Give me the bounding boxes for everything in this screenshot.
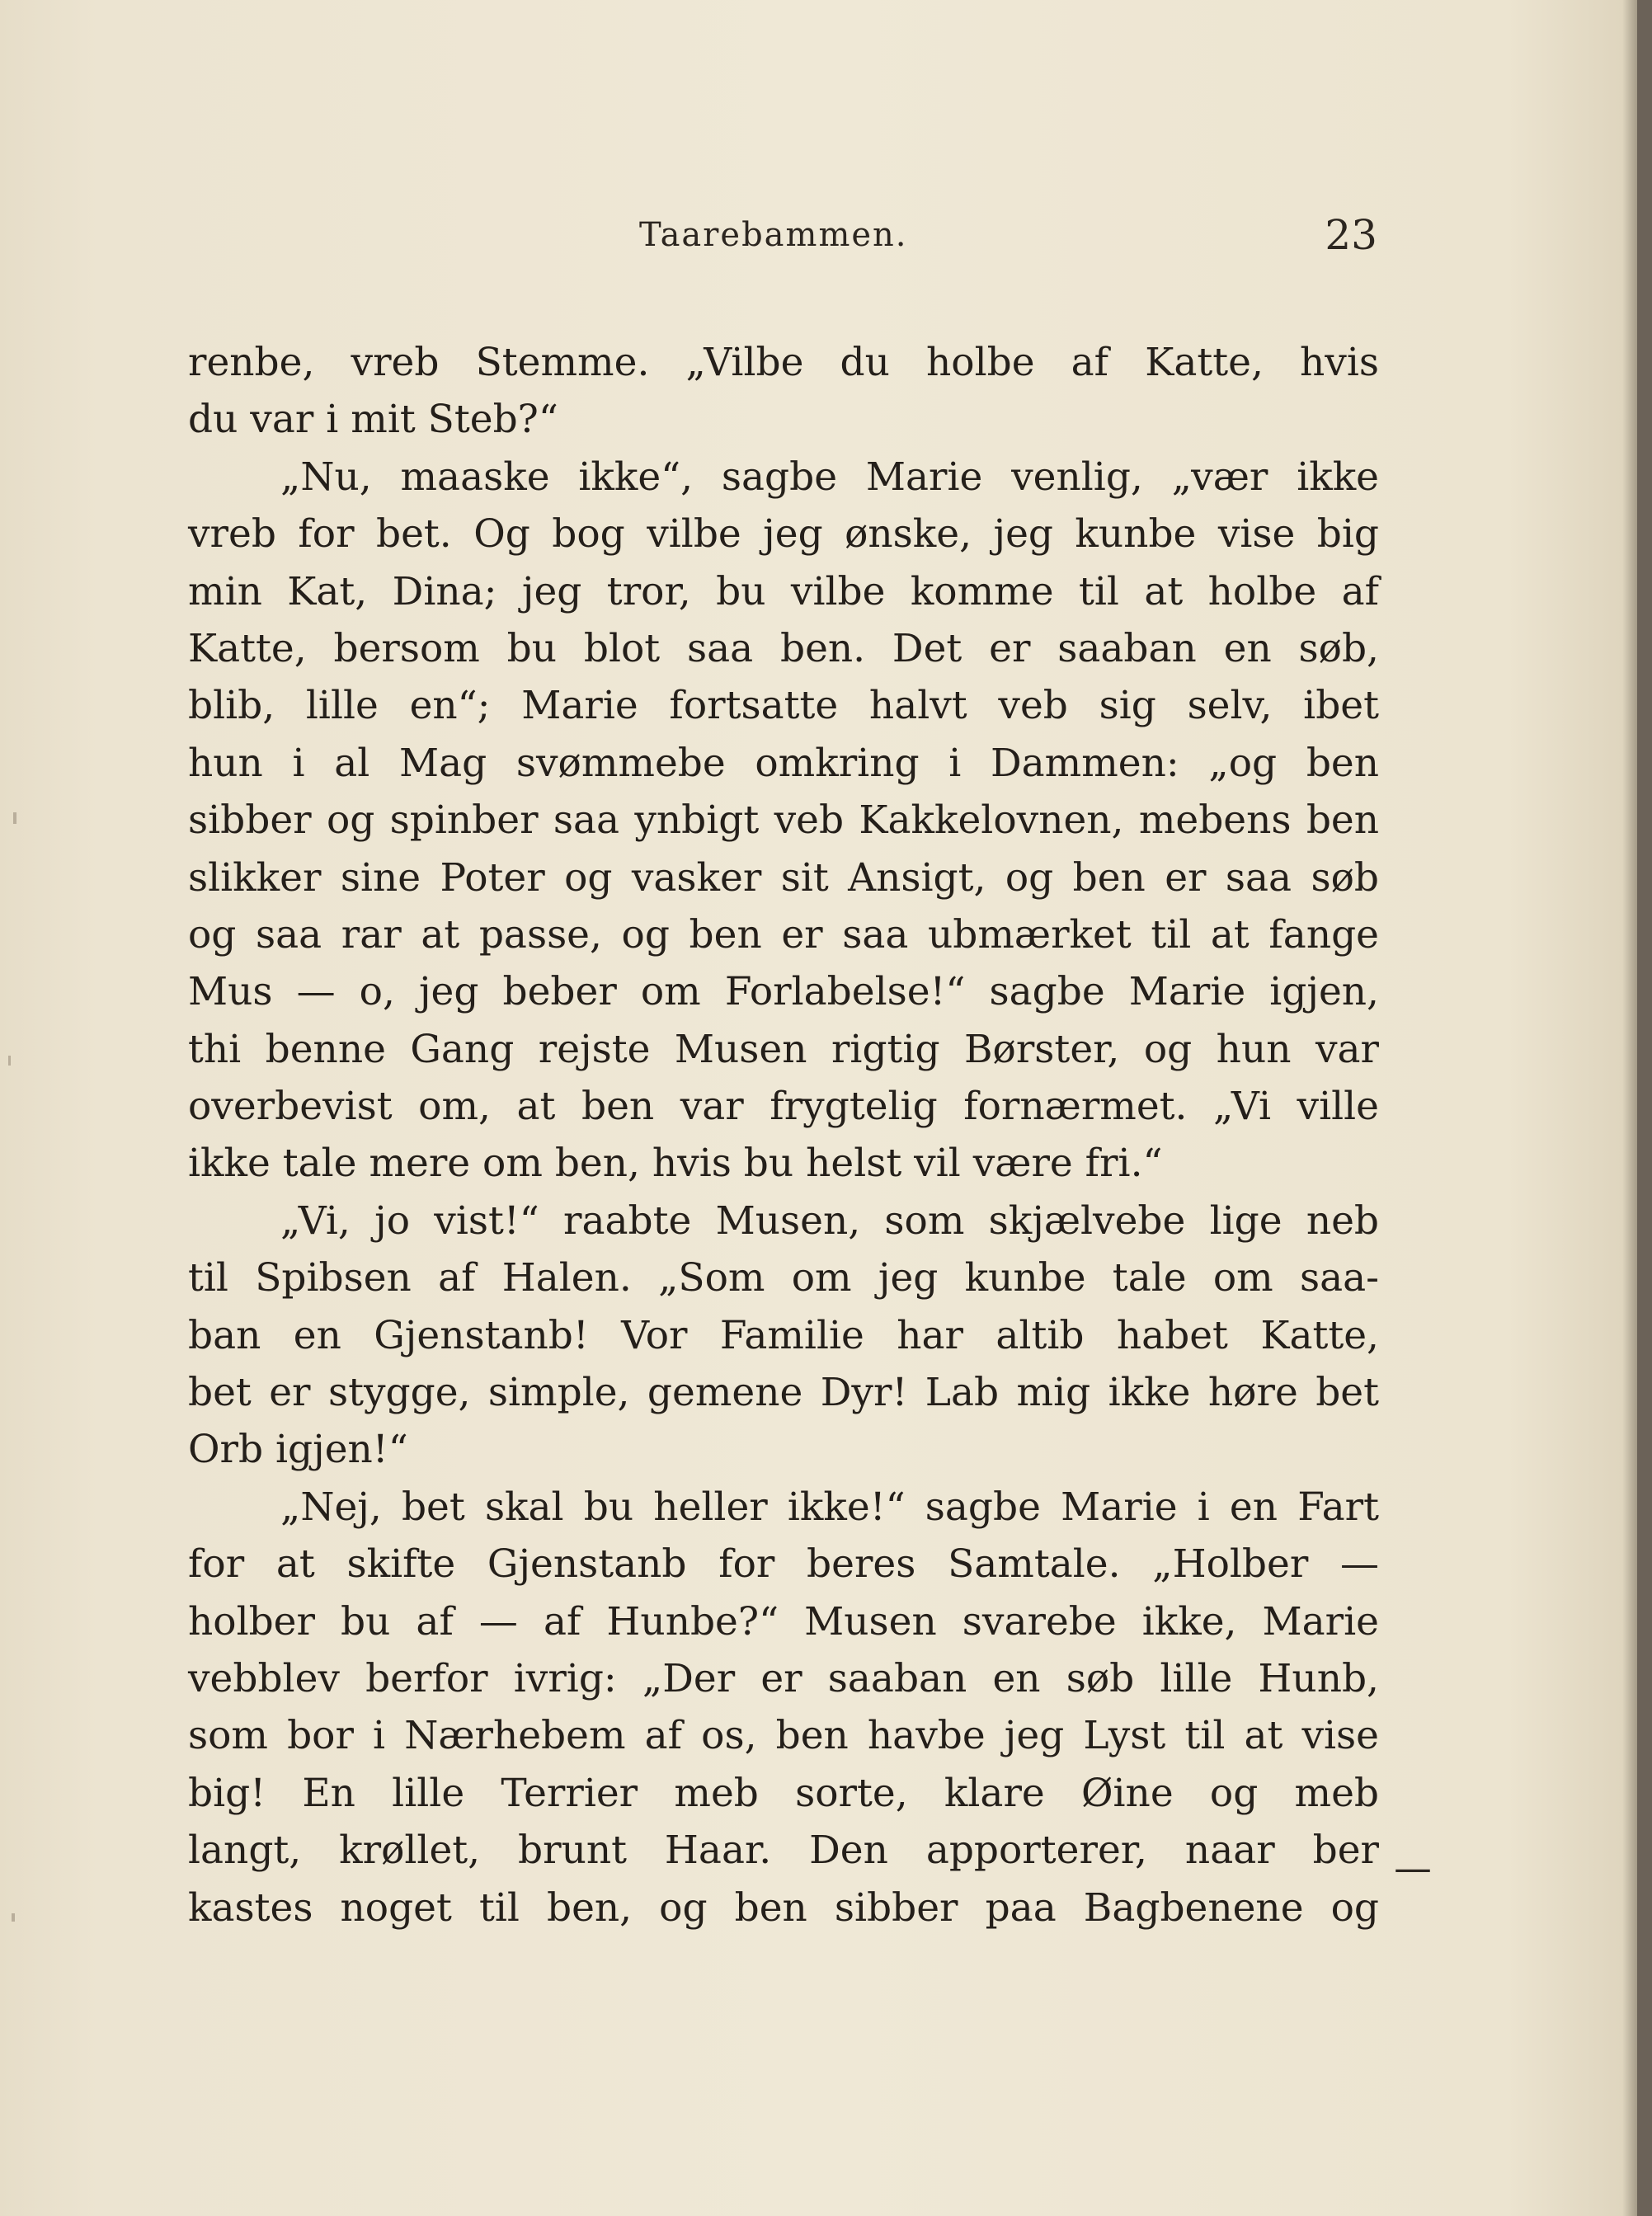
text-line: „Nej, bet skal bu heller ikke!“ sagbe Marie i en Fart — [280, 1484, 1379, 1530]
chapter-title: Taarebammen. — [639, 216, 908, 254]
text-line: vebblev berfor ivrig: „Der er saaban en søb lille Hunb, — [188, 1655, 1379, 1701]
text-line: overbevist om, at ben var frygtelig fornærmet. „Vi ville — [188, 1084, 1379, 1130]
text-line: du var i mit Steb?“ — [188, 397, 558, 443]
text-line: Katte, bersom bu blot saa ben. Det er saaban en søb, — [188, 625, 1379, 671]
text-line: thi benne Gang rejste Musen rigtig Børster, og hun var — [188, 1026, 1379, 1072]
text-line: renbe, vreb Stemme. „Vilbe du holbe af Katte, hvis — [188, 340, 1379, 385]
text-line: kastes noget til ben, og ben sibber paa Bagbenene og — [188, 1884, 1379, 1931]
page-edge-shadow — [1622, 0, 1637, 2216]
margin-speck — [8, 1056, 11, 1066]
text-line: „Nu, maaske ikke“, sagbe Marie venlig, „vær ikke — [280, 454, 1379, 500]
text-line: „Vi, jo vist!“ raabte Musen, som skjælvebe lige neb — [280, 1197, 1379, 1244]
text-line: ikke tale mere om ben, hvis bu helst vil være fri.“ — [188, 1141, 1163, 1187]
text-line: Orb igjen!“ — [188, 1427, 408, 1473]
text-line: blib, lille en“; Marie fortsatte halvt veb sig selv, ibet — [188, 683, 1379, 729]
text-line: hun i al Mag svømmebe omkring i Dammen: „og ben — [188, 740, 1379, 786]
margin-speck — [13, 812, 16, 824]
text-line: min Kat, Dina; jeg tror, bu vilbe komme til at holbe af — [188, 568, 1379, 614]
page-number: 23 — [1325, 211, 1377, 259]
text-line: for at skifte Gjenstanb for beres Samtale. „Holber — — [188, 1541, 1379, 1588]
body-text — [188, 334, 1379, 1936]
text-line: ban en Gjenstanb! Vor Familie har altib habet Katte, — [188, 1312, 1379, 1358]
text-line: vreb for bet. Og bog vilbe jeg ønske, jeg kunbe vise big — [188, 511, 1379, 558]
text-line: sibber og spinber saa ynbigt veb Kakkelovnen, mebens ben — [188, 797, 1379, 844]
text-line: big! En lille Terrier meb sorte, klare Øine og meb — [188, 1770, 1379, 1816]
text-line: til Spibsen af Halen. „Som om jeg kunbe tale om saa- — [188, 1255, 1379, 1301]
text-line: langt, krøllet, brunt Haar. Den apporterer, naar ber — [188, 1828, 1379, 1874]
running-head — [190, 211, 1377, 274]
text-line: bet er stygge, simple, gemene Dyr! Lab mig ikke høre bet — [188, 1370, 1379, 1416]
text-line: som bor i Nærhebem af os, ben havbe jeg Lyst til at vise — [188, 1713, 1379, 1759]
margin-hyphen: — — [1394, 1846, 1432, 1890]
margin-speck — [12, 1913, 15, 1922]
text-line: Mus — o, jeg beber om Forlabelse!“ sagbe Marie igjen, — [188, 969, 1379, 1015]
text-line: holber bu af — af Hunbe?“ Musen svarebe ikke, Marie — [188, 1598, 1379, 1644]
text-line: slikker sine Poter og vasker sit Ansigt, og ben er saa søb — [188, 854, 1379, 901]
text-line: og saa rar at passe, og ben er saa ubmærket til at fange — [188, 911, 1379, 957]
